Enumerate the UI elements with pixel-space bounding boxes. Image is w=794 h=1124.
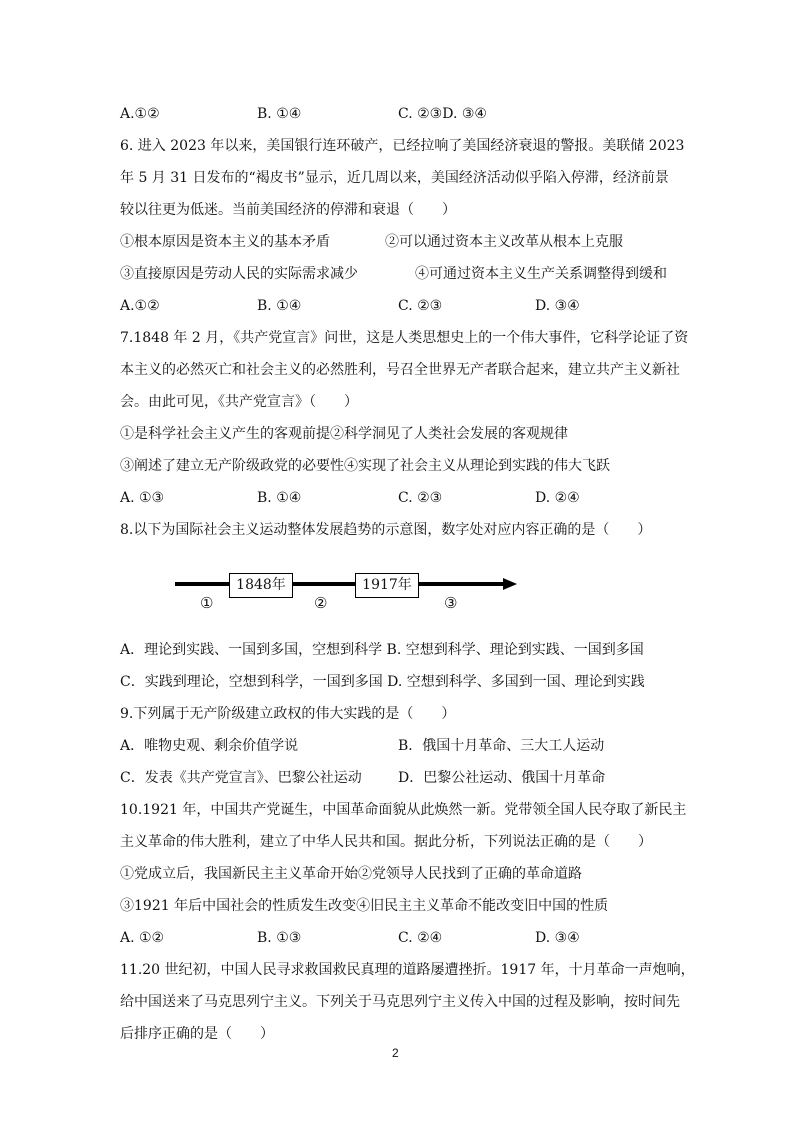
q7-stem-line-1: 7.1848 年 2 月，《共产党宣言》问世，这是人类思想史上的一个伟大事件，它科学论证了资 bbox=[120, 330, 689, 346]
q11-stem-line-1: 11.20 世纪初，中国人民寻求救国救民真理的道路屡遭挫折。1917 年，十月革命一声炮响， bbox=[120, 962, 695, 978]
q6-statement-3: ③直接原因是劳动人民的实际需求减少 bbox=[120, 266, 358, 282]
q11-stem-line-3: 后排序正确的是（ ） bbox=[120, 1026, 274, 1042]
q6-stem-line-3: 较以往更为低迷。当前美国经济的停滞和衰退（ ） bbox=[120, 202, 456, 218]
q7-stem-line-3: 会。由此可见，《共产党宣言》（ ） bbox=[120, 394, 358, 410]
q7-statements-3-4: ③阐述了建立无产阶级政党的必要性④实现了社会主义从理论到实践的伟大飞跃 bbox=[120, 458, 610, 474]
q9-option-d: D．巴黎公社运动、俄国十月革命 bbox=[398, 770, 606, 786]
q10-stem-line-1: 10.1921 年，中国共产党诞生，中国革命面貌从此焕然一新。党带领全国人民夺取了新民主 bbox=[120, 802, 687, 818]
q6-option-a: A.①② bbox=[120, 298, 160, 314]
q7-option-a: A. ①③ bbox=[120, 490, 165, 506]
q10-option-d: D. ③④ bbox=[535, 930, 580, 946]
q7-statements-1-2: ①是科学社会主义产生的客观前提②科学洞见了人类社会发展的客观规律 bbox=[120, 426, 568, 442]
q10-option-a: A. ①② bbox=[120, 930, 165, 946]
q6-stem-line-1: 6. 进入 2023 年以来，美国银行连环破产，已经拉响了美国经济衰退的警报。美联储 2023 bbox=[120, 138, 685, 154]
q5-option-cd: C. ②③D. ③④ bbox=[398, 106, 487, 122]
q10-stem-line-2: 主义革命的伟大胜利，建立了中华人民共和国。据此分析，下列说法正确的是（ ） bbox=[120, 834, 652, 850]
q6-statement-1: ①根本原因是资本主义的基本矛盾 bbox=[120, 234, 330, 250]
q6-option-d: D. ③④ bbox=[535, 298, 580, 314]
q9-option-a: A．唯物史观、剩余价值学说 bbox=[120, 738, 299, 754]
timeline-year-1917: 1917年 bbox=[355, 573, 419, 598]
q8-options-cd: C．实践到理论，空想到科学，一国到多国 D. 空想到科学、多国到一国、理论到实践 bbox=[120, 674, 645, 690]
q6-statement-2: ②可以通过资本主义改革从根本上克服 bbox=[385, 234, 623, 250]
timeline-marker-2: ② bbox=[314, 594, 328, 612]
q10-option-b: B. ①③ bbox=[257, 930, 302, 946]
q7-option-c: C. ②③ bbox=[398, 490, 443, 506]
q10-option-c: C. ②④ bbox=[398, 930, 443, 946]
q9-stem: 9.下列属于无产阶级建立政权的伟大实践的是（ ） bbox=[120, 706, 456, 722]
q8-options-ab: A．理论到实践、一国到多国，空想到科学 B. 空想到科学、理论到实践、一国到多国 bbox=[120, 642, 644, 658]
q9-option-c: C．发表《共产党宣言》、巴黎公社运动 bbox=[120, 770, 362, 786]
q7-stem-line-2: 本主义的必然灭亡和社会主义的必然胜利，号召全世界无产者联合起来，建立共产主义新社 bbox=[120, 362, 680, 378]
q9-option-b: B．俄国十月革命、三大工人运动 bbox=[398, 738, 605, 754]
q6-option-b: B. ①④ bbox=[257, 298, 302, 314]
q8-timeline-diagram bbox=[175, 568, 520, 618]
timeline-marker-1: ① bbox=[200, 594, 214, 612]
q6-statement-4: ④可通过资本主义生产关系调整得到缓和 bbox=[415, 266, 667, 282]
timeline-year-1848: 1848年 bbox=[229, 573, 293, 598]
q8-stem: 8.以下为国际社会主义运动整体发展趋势的示意图，数字处对应内容正确的是（ ） bbox=[120, 522, 652, 538]
q6-stem-line-2: 年 5 月 31 日发布的“褐皮书”显示，近几周以来，美国经济活动似乎陷入停滞，经济前景 bbox=[120, 170, 669, 186]
q10-statements-1-2: ①党成立后，我国新民主主义革命开始②党领导人民找到了正确的革命道路 bbox=[120, 866, 582, 882]
timeline-arrow bbox=[175, 568, 520, 618]
page-number: 2 bbox=[392, 1046, 399, 1060]
q11-stem-line-2: 给中国送来了马克思列宁主义。下列关于马克思列宁主义传入中国的过程及影响，按时间先 bbox=[120, 994, 680, 1010]
q5-option-b: B. ①④ bbox=[257, 106, 302, 122]
q7-option-d: D. ②④ bbox=[535, 490, 580, 506]
q10-statements-3-4: ③1921 年后中国社会的性质发生改变④旧民主主义革命不能改变旧中国的性质 bbox=[120, 898, 609, 914]
q7-option-b: B. ①④ bbox=[257, 490, 302, 506]
q5-option-a: A.①② bbox=[120, 106, 160, 122]
q6-option-c: C. ②③ bbox=[398, 298, 443, 314]
timeline-marker-3: ③ bbox=[444, 594, 458, 612]
